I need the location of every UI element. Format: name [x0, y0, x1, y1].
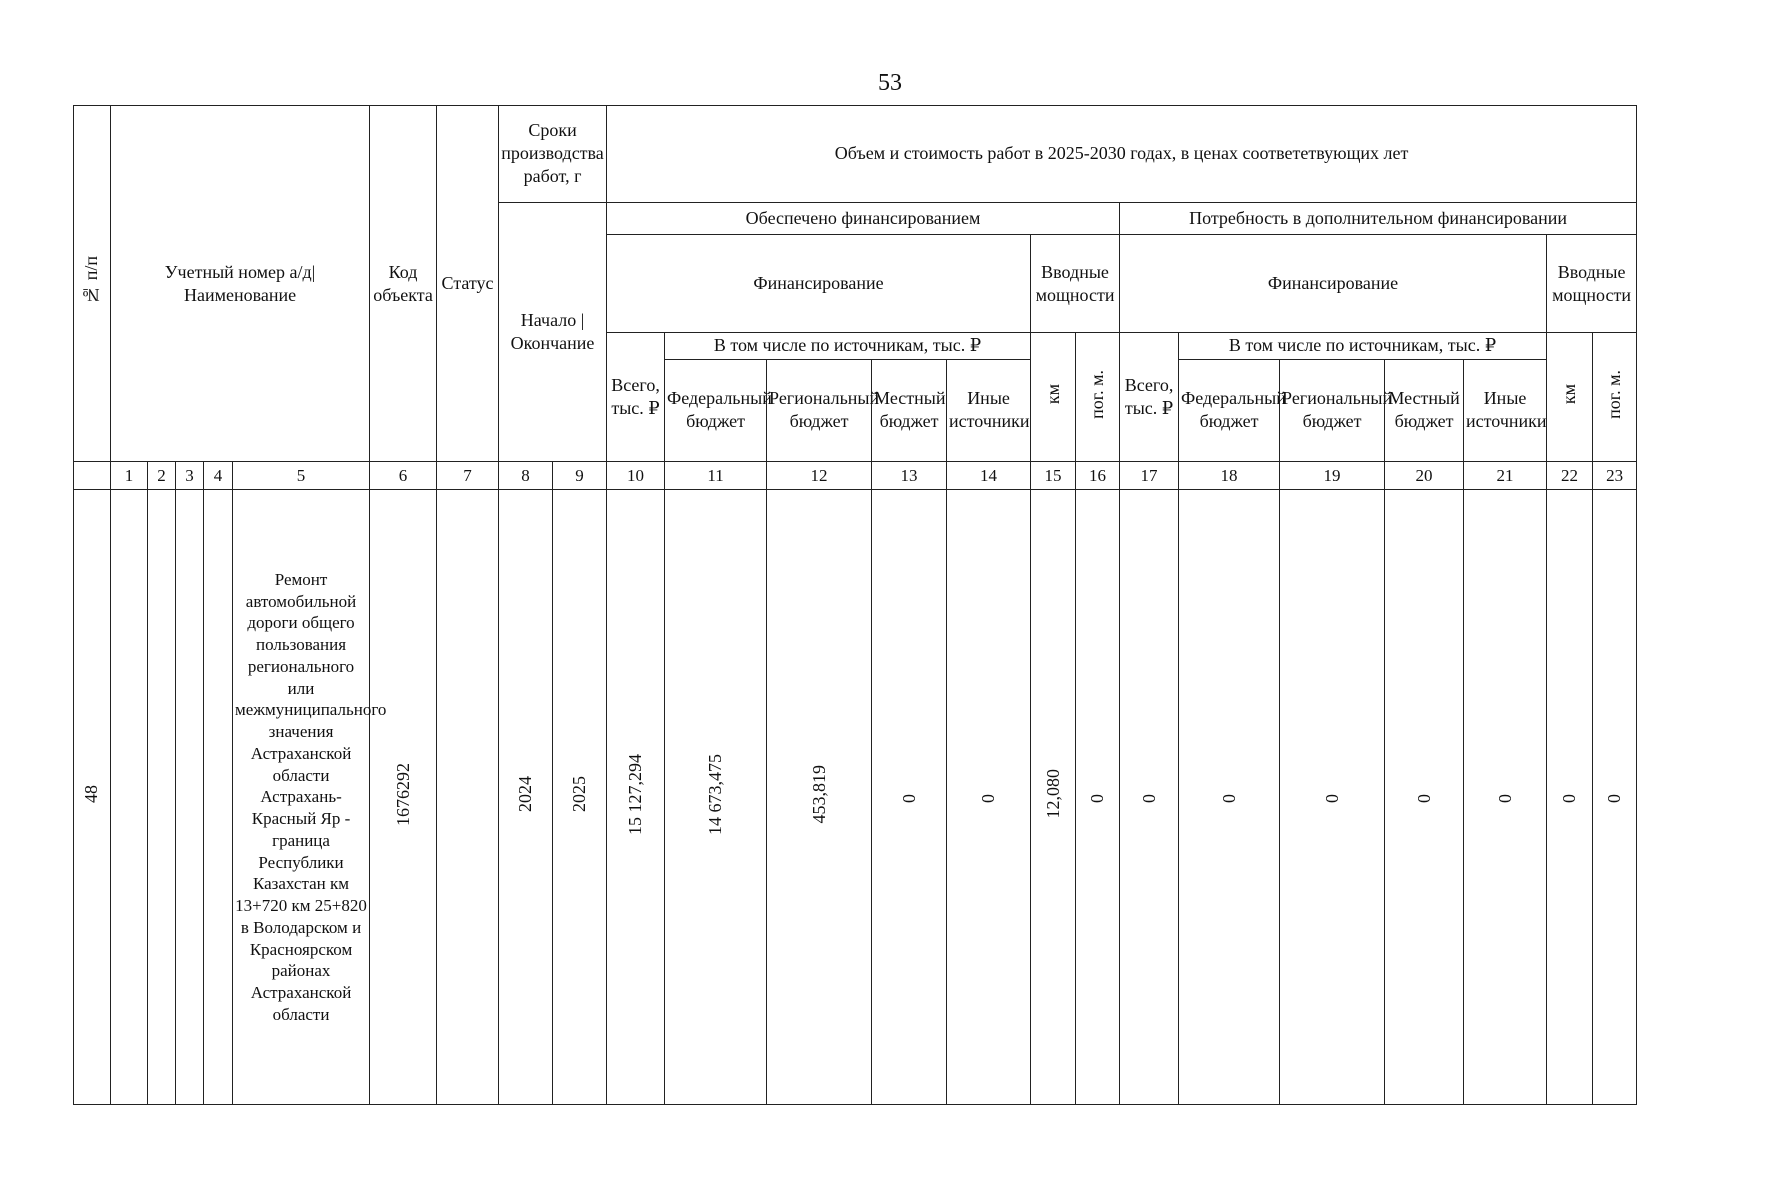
column-number: 10 — [607, 462, 665, 490]
column-number: 7 — [437, 462, 499, 490]
cell-local-need: 0 — [1385, 490, 1464, 1105]
column-number: 22 — [1547, 462, 1593, 490]
column-number: 17 — [1120, 462, 1179, 490]
column-number: 14 — [947, 462, 1031, 490]
cell-km-secured: 12,080 — [1031, 490, 1076, 1105]
column-number: 19 — [1280, 462, 1385, 490]
column-number-blank — [74, 462, 111, 490]
column-number: 2 — [148, 462, 176, 490]
cell-local-secured: 0 — [872, 490, 947, 1105]
header-volume-cost: Объем и стоимость работ в 2025-2030 годах, в ценах соответетвующих лет — [607, 106, 1637, 203]
cell-start-year: 2024 — [499, 490, 553, 1105]
header-terms: Сроки производства работ, г — [499, 106, 607, 203]
cell-row-no: 48 — [74, 490, 111, 1105]
column-number: 13 — [872, 462, 947, 490]
cell-km-need: 0 — [1547, 490, 1593, 1105]
header-pm-need: пог. м. — [1593, 333, 1637, 462]
header-total-need: Всего, тыс. ₽ — [1120, 333, 1179, 462]
page-number: 53 — [878, 70, 902, 96]
cell-object-code: 1676292 — [370, 490, 437, 1105]
column-number: 12 — [767, 462, 872, 490]
header-account-name: Учетный номер а/д| Наименование — [111, 106, 370, 462]
column-number: 21 — [1464, 462, 1547, 490]
column-number: 5 — [233, 462, 370, 490]
header-other-secured: Иные источники — [947, 359, 1031, 462]
column-number: 11 — [665, 462, 767, 490]
cell-pm-need: 0 — [1593, 490, 1637, 1105]
cell-other-secured: 0 — [947, 490, 1031, 1105]
column-number: 3 — [176, 462, 204, 490]
header-federal-need: Федеральный бюджет — [1179, 359, 1280, 462]
cell-total-secured: 15 127,294 — [607, 490, 665, 1105]
column-number: 9 — [553, 462, 607, 490]
header-financing-need: Финансирование — [1120, 234, 1547, 333]
header-total-secured: Всего, тыс. ₽ — [607, 333, 665, 462]
column-number: 18 — [1179, 462, 1280, 490]
table-row — [74, 490, 1637, 1105]
works-table — [73, 105, 1637, 1105]
cell-end-year: 2025 — [553, 490, 607, 1105]
column-number: 6 — [370, 462, 437, 490]
cell-total-need: 0 — [1120, 490, 1179, 1105]
cell-pm-secured: 0 — [1076, 490, 1120, 1105]
header-regional-need: Региональный бюджет — [1280, 359, 1385, 462]
header-row-no: № п/п — [74, 106, 111, 462]
header-secured: Обеспечено финансированием — [607, 202, 1120, 234]
header-other-need: Иные источники — [1464, 359, 1547, 462]
cell-other-need: 0 — [1464, 490, 1547, 1105]
header-object-code: Код объекта — [370, 106, 437, 462]
cell-col-4 — [204, 490, 233, 1105]
header-federal-secured: Федеральный бюджет — [665, 359, 767, 462]
header-km-secured: км — [1031, 333, 1076, 462]
cell-name: Ремонт автомобильной дороги общего пользования регионального или межмуниципального значения Астраханской области Астрахань-Красный Яр - граница Республики Казахстан км 13+720 км 25+820 в Володарском и Красноярском районах Астраханской области — [233, 490, 370, 1105]
cell-federal-need: 0 — [1179, 490, 1280, 1105]
header-financing-secured: Финансирование — [607, 234, 1031, 333]
header-km-need: км — [1547, 333, 1593, 462]
column-number: 1 — [111, 462, 148, 490]
column-number: 8 — [499, 462, 553, 490]
header-capacity-need: Вводные мощности — [1547, 234, 1637, 333]
header-by-source-secured: В том числе по источникам, тыс. ₽ — [665, 333, 1031, 359]
header-capacity-secured: Вводные мощности — [1031, 234, 1120, 333]
column-number: 4 — [204, 462, 233, 490]
header-pm-secured: пог. м. — [1076, 333, 1120, 462]
cell-col-3 — [176, 490, 204, 1105]
header-local-secured: Местный бюджет — [872, 359, 947, 462]
header-need-additional: Потребность в дополнительном финансировании — [1120, 202, 1637, 234]
cell-col-1 — [111, 490, 148, 1105]
cell-federal-secured: 14 673,475 — [665, 490, 767, 1105]
column-number: 16 — [1076, 462, 1120, 490]
header-regional-secured: Региональный бюджет — [767, 359, 872, 462]
cell-status — [437, 490, 499, 1105]
column-number: 23 — [1593, 462, 1637, 490]
header-local-need: Местный бюджет — [1385, 359, 1464, 462]
header-by-source-need: В том числе по источникам, тыс. ₽ — [1179, 333, 1547, 359]
column-number: 20 — [1385, 462, 1464, 490]
header-status: Статус — [437, 106, 499, 462]
cell-regional-secured: 453,819 — [767, 490, 872, 1105]
cell-regional-need: 0 — [1280, 490, 1385, 1105]
cell-col-2 — [148, 490, 176, 1105]
header-start-end: Начало | Окончание — [499, 202, 607, 462]
column-number: 15 — [1031, 462, 1076, 490]
